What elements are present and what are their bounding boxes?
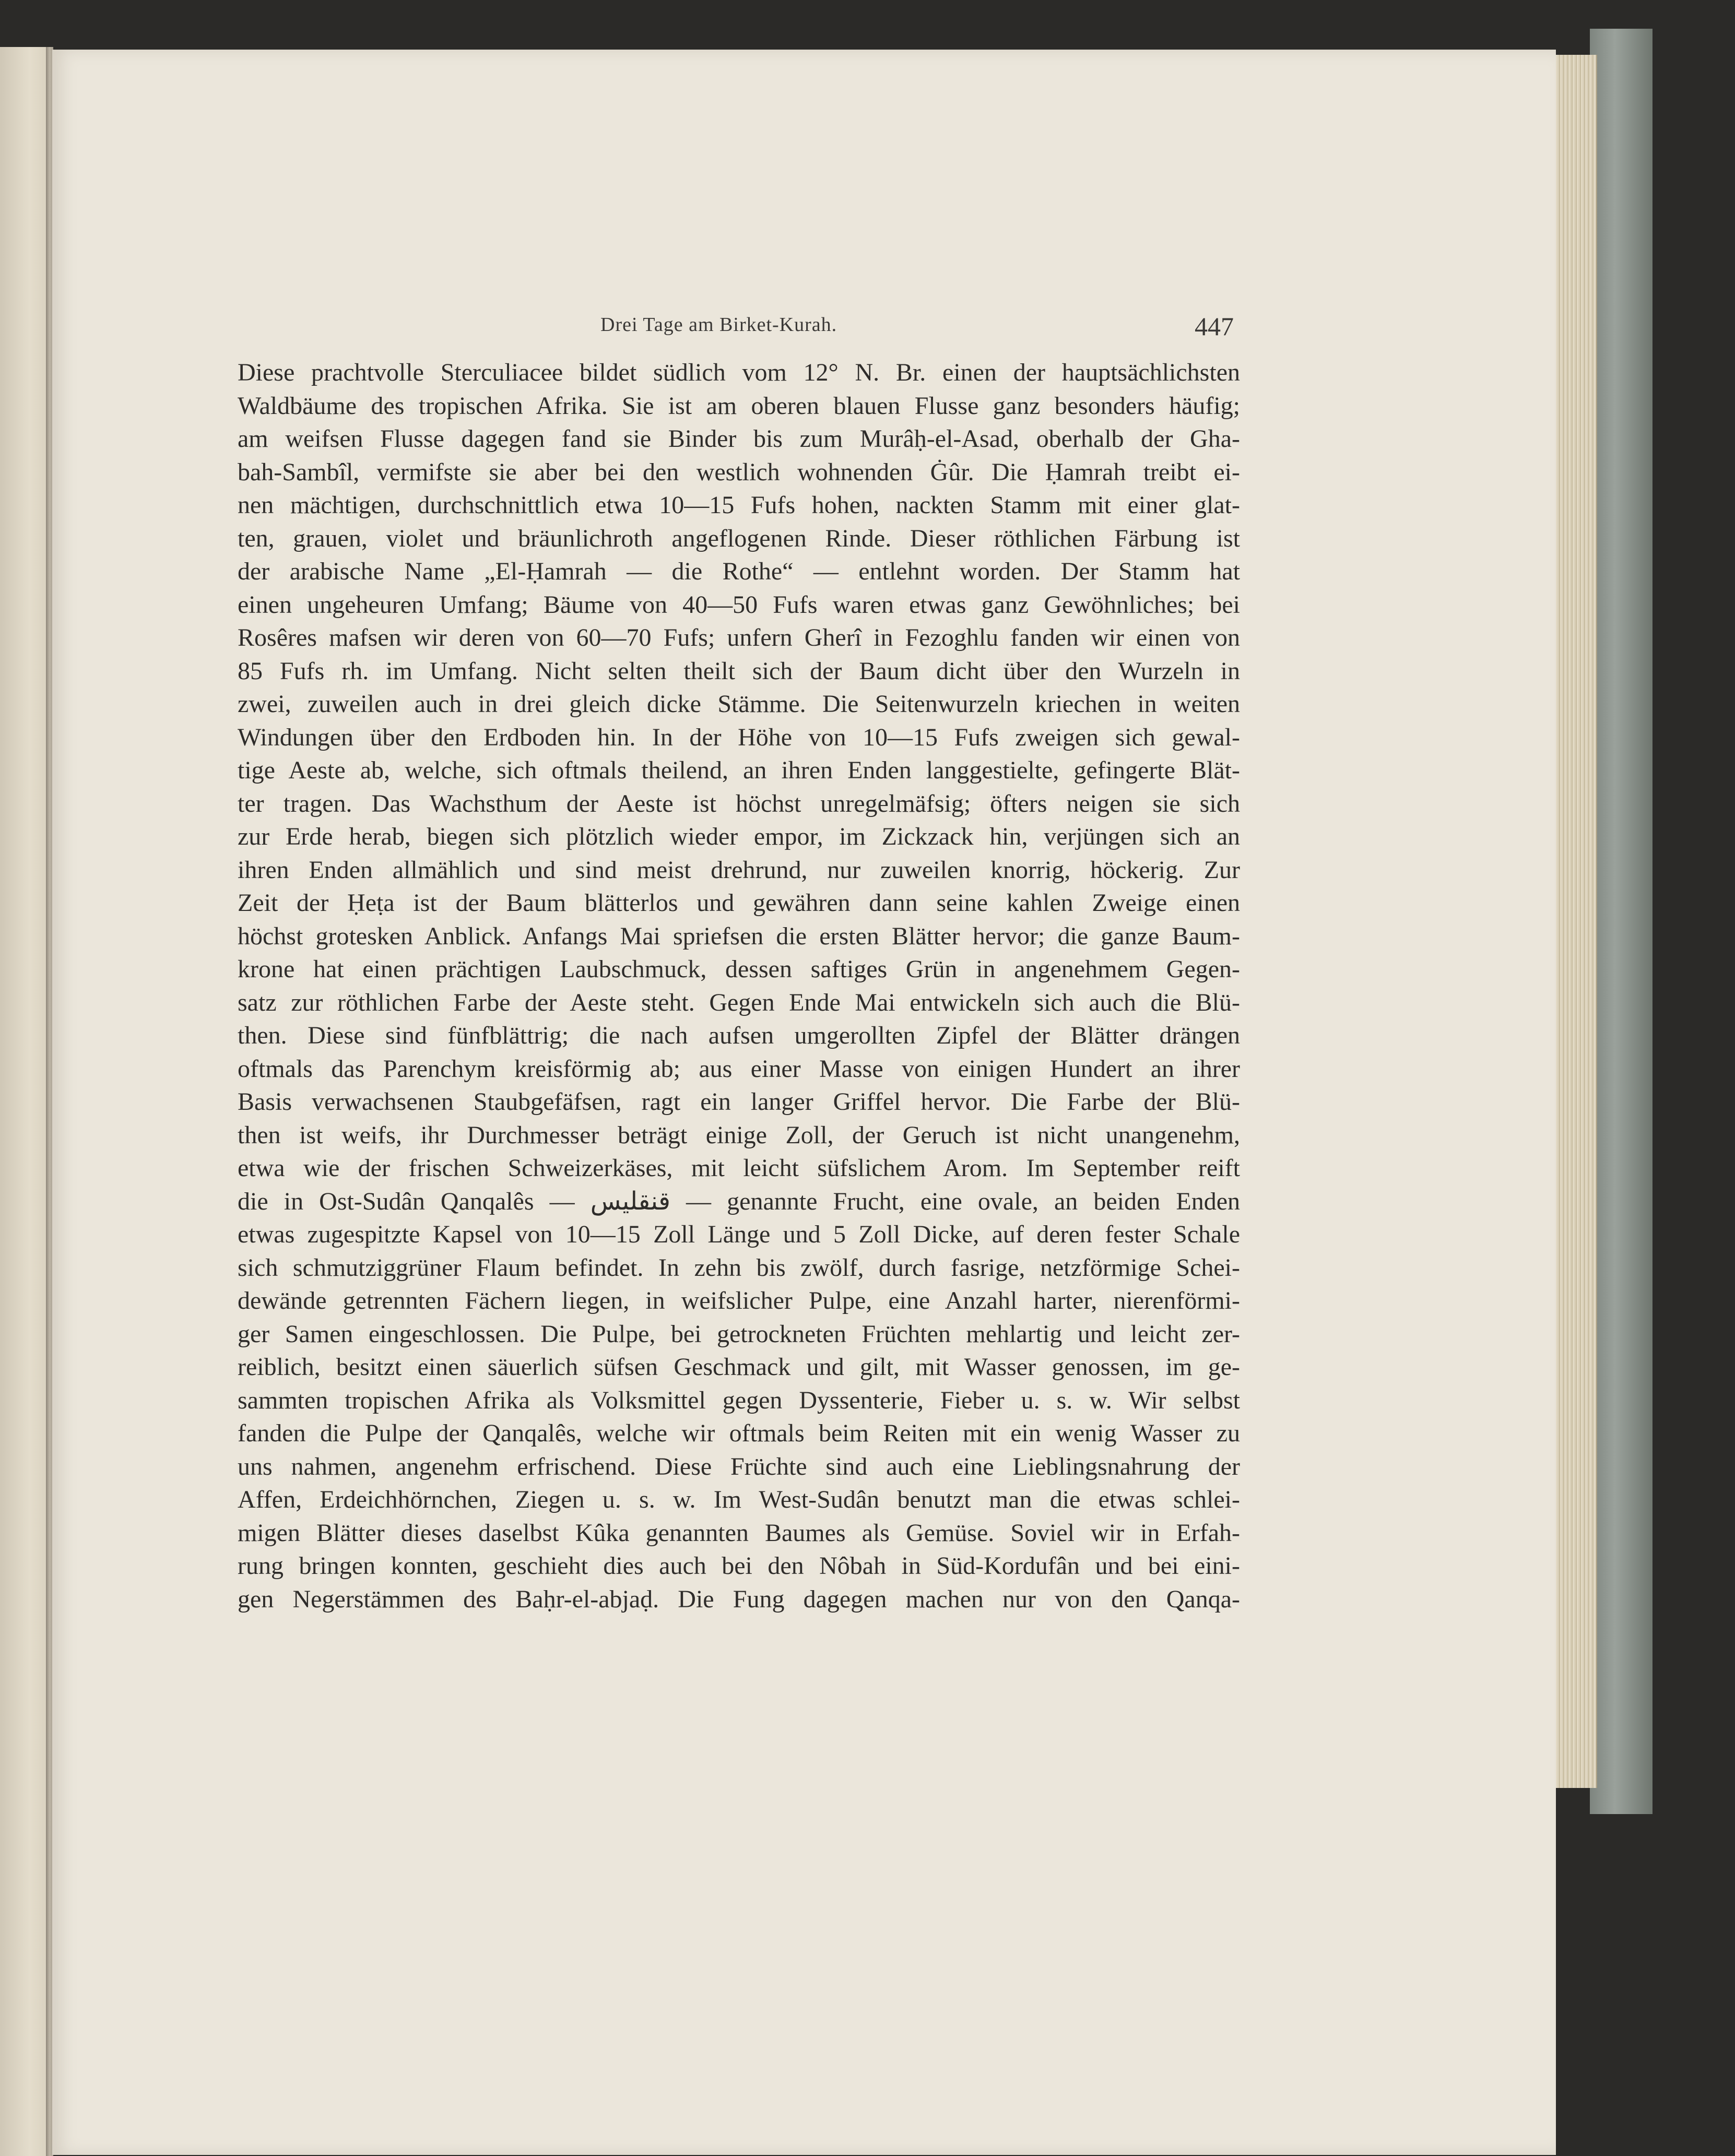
text-line: ter tragen. Das Wachsthum der Aeste ist höchst unregelmäfsig; öfters neigen sie sich [238,789,1240,818]
page-number: 447 [1195,312,1234,341]
text-line: satz zur röthlichen Farbe der Aeste steht. Gegen Ende Mai entwickeln sich auch die Blü- [238,988,1240,1016]
text-line: Affen, Erdeichhörnchen, Ziegen u. s. w. Im West-Sudân benutzt man die etwas schlei- [238,1486,1240,1513]
text-line: Basis verwachsenen Staubgefäfsen, ragt ein langer Griffel hervor. Die Farbe der Blü- [238,1088,1240,1116]
page-stack-edges [1553,55,1597,1788]
text-line: reiblich, besitzt einen säuerlich süfsen Geschmack und gilt, mit Wasser genossen, im ge- [238,1353,1240,1381]
text-line: dewände getrennten Fächern liegen, in weifslicher Pulpe, eine Anzahl harter, nierenförmi- [238,1287,1240,1314]
text-line: etwa wie der frischen Schweizerkäses, mit leicht süfslichem Arom. Im September reift [238,1154,1240,1182]
text-line: ihren Enden allmählich und sind meist drehrund, nur zuweilen knorrig, höckerig. Zur [238,856,1240,884]
book-cover-edge [1590,29,1653,1814]
text-line: bah-Sambîl, vermifste sie aber bei den westlich wohnenden Ġûr. Die Ḥamrah treibt ei- [238,458,1240,486]
text-line: der arabische Name „El-Ḥamrah — die Rothe“ — entlehnt worden. Der Stamm hat [238,558,1240,585]
running-head: Drei Tage am Birket-Kurah. [600,314,837,336]
text-line: 85 Fufs rh. im Umfang. Nicht selten theilt sich der Baum dicht über den Wurzeln in [238,657,1240,685]
text-line: zwei, zuweilen auch in drei gleich dicke Stämme. Die Seitenwurzeln kriechen in weiten [238,690,1240,718]
text-line: Diese prachtvolle Sterculiacee bildet südlich vom 12° N. Br. einen der hauptsächlichsten [238,359,1240,386]
text-line: höchst grotesken Anblick. Anfangs Mai spriefsen die ersten Blätter hervor; die ganze Baum- [238,922,1240,950]
text-line: die in Ost-Sudân Qanqalês — قنقلیس — genannte Frucht, eine ovale, an beiden Enden [238,1187,1241,1215]
text-line: Waldbäume des tropischen Afrika. Sie ist am oberen blauen Flusse ganz besonders häufig; [238,392,1240,420]
text-line: then ist weifs, ihr Durchmesser beträgt einige Zoll, der Geruch ist nicht unangenehm, [238,1121,1240,1149]
text-line: sammten tropischen Afrika als Volksmittel gegen Dyssenterie, Fieber u. s. w. Wir selbst [238,1386,1240,1414]
text-line: oftmals das Parenchym kreisförmig ab; aus einer Masse von einigen Hundert an ihrer [238,1055,1240,1083]
left-page-edge [0,47,50,2156]
text-line: gen Negerstämmen des Baḥr-el-abjaḍ. Die Fung dagegen machen nur von den Qanqa- [238,1585,1240,1613]
text-line: Rosêres mafsen wir deren von 60—70 Fufs; unfern Gherî in Fezoghlu fanden wir einen von [238,624,1240,651]
text-line: migen Blätter dieses daselbst Kûka genannten Baumes als Gemüse. Soviel wir in Erfah- [238,1519,1240,1547]
body-text [238,356,1240,1616]
text-line: zur Erde herab, biegen sich plötzlich wieder empor, im Zickzack hin, verjüngen sich an [238,823,1240,850]
text-line: sich schmutziggrüner Flaum befindet. In zehn bis zwölf, durch fasrige, netzförmige Schei- [238,1253,1240,1282]
text-line: ten, grauen, violet und bräunlichroth angeflogenen Rinde. Dieser röthlichen Färbung ist [238,524,1240,552]
text-line: am weifsen Flusse dagegen fand sie Binder bis zum Murâḥ-el-Asad, oberhalb der Gha- [238,425,1240,453]
text-line: then. Diese sind fünfblättrig; die nach aufsen umgerollten Zipfel der Blätter drängen [238,1022,1240,1049]
text-line: uns nahmen, angenehm erfrischend. Diese Früchte sind auch eine Lieblingsnahrung der [238,1452,1240,1480]
text-line: Zeit der Ḥeṭa ist der Baum blätterlos und gewähren dann seine kahlen Zweige einen [238,889,1240,917]
text-line: Windungen über den Erdboden hin. In der Höhe von 10—15 Fufs zweigen sich gewal- [238,723,1240,751]
text-line: ger Samen eingeschlossen. Die Pulpe, bei getrockneten Früchten mehlartig und leicht zer- [238,1320,1240,1348]
text-line: tige Aeste ab, welche, sich oftmals theilend, an ihren Enden langgestielte, gefingerte Blät- [238,756,1240,784]
text-line: einen ungeheuren Umfang; Bäume von 40—50 Fufs waren etwas ganz Gewöhnliches; bei [238,590,1240,619]
text-line: nen mächtigen, durchschnittlich etwa 10—15 Fufs hohen, nackten Stamm mit einer glat- [238,491,1240,519]
text-line: rung bringen konnten, geschieht dies auch bei den Nôbah in Süd-Kordufân und bei eini- [238,1552,1240,1580]
text-line: fanden die Pulpe der Qanqalês, welche wir oftmals beim Reiten mit ein wenig Wasser zu [238,1419,1240,1447]
text-line: etwas zugespitzte Kapsel von 10—15 Zoll Länge und 5 Zoll Dicke, auf deren fester Schale [238,1221,1240,1248]
text-line: krone hat einen prächtigen Laubschmuck, dessen saftiges Grün in angenehmem Gegen- [238,955,1240,983]
